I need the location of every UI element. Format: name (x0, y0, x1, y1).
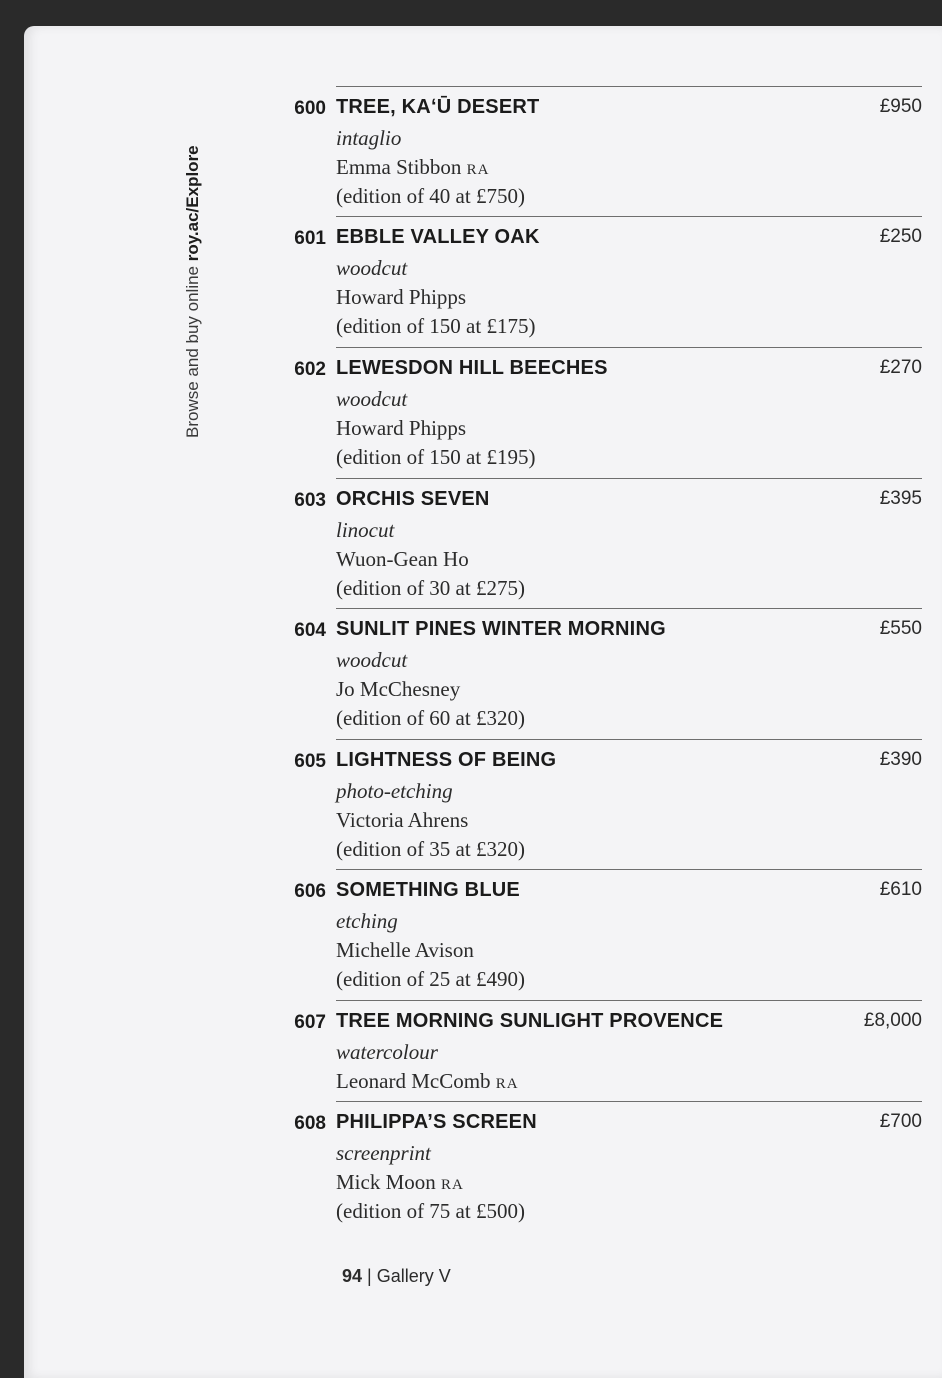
entry-price: £950 (879, 96, 922, 117)
entry-artist (336, 1069, 519, 1094)
entry-price: £395 (879, 488, 922, 509)
entry-divider (336, 216, 922, 217)
ra-suffix: RA (495, 1076, 519, 1092)
entry-title: TREE, KAʻŪ DESERT (336, 96, 540, 118)
artist-name: Leonard McComb (336, 1069, 491, 1093)
entry-number: 602 (294, 359, 326, 380)
entry-artist (336, 416, 466, 441)
entry-medium: watercolour (336, 1040, 438, 1064)
entry-number: 607 (294, 1012, 326, 1033)
entry-title: LEWESDON HILL BEECHES (336, 357, 608, 379)
entry-divider (336, 478, 922, 479)
entry-price: £700 (879, 1111, 922, 1132)
entry-edition: (edition of 75 at £500) (336, 1199, 525, 1223)
artist-name: Howard Phipps (336, 416, 467, 440)
entry-edition: (edition of 35 at £320) (336, 837, 525, 861)
entry-artist (336, 1170, 464, 1195)
entry-edition: (edition of 25 at £490) (336, 967, 525, 991)
entry-title: EBBLE VALLEY OAK (336, 226, 540, 248)
browse-online-note (183, 145, 203, 438)
entry-medium: linocut (336, 518, 395, 542)
artist-name: Michelle Avison (336, 938, 474, 962)
entry-artist (336, 677, 460, 702)
entry-divider (336, 347, 922, 348)
entry-artist (336, 938, 474, 963)
entry-edition: (edition of 150 at £175) (336, 314, 536, 338)
section-name: Gallery V (376, 1266, 451, 1286)
entry-divider (336, 1101, 922, 1102)
entry-divider (336, 739, 922, 740)
entry-medium: photo-etching (336, 779, 453, 803)
entry-edition: (edition of 150 at £195) (336, 445, 536, 469)
artist-name: Emma Stibbon (336, 155, 462, 179)
entry-title: PHILIPPA’S SCREEN (336, 1111, 537, 1133)
entry-artist (336, 808, 468, 833)
entry-medium: woodcut (336, 648, 408, 672)
footer-separator: | (362, 1266, 377, 1286)
entry-price: £270 (879, 357, 922, 378)
entry-medium: woodcut (336, 387, 408, 411)
entry-title: LIGHTNESS OF BEING (336, 749, 557, 771)
entry-price: £390 (879, 749, 922, 770)
entry-artist (336, 547, 469, 572)
entry-number: 606 (294, 881, 326, 902)
entry-price: £8,000 (863, 1010, 922, 1031)
browse-prefix: Browse and buy online (183, 261, 202, 438)
entry-number: 604 (294, 620, 326, 641)
entry-title: TREE MORNING SUNLIGHT PROVENCE (336, 1010, 724, 1032)
ra-suffix: RA (441, 1177, 464, 1193)
artist-name: Howard Phipps (336, 285, 467, 309)
entry-price: £610 (879, 879, 922, 900)
page-footer (342, 1266, 451, 1287)
artist-name: Victoria Ahrens (336, 808, 469, 832)
entry-divider (336, 86, 922, 87)
artist-name: Jo McChesney (336, 677, 461, 701)
entry-number: 608 (294, 1113, 326, 1134)
artist-name: Mick Moon (336, 1170, 436, 1194)
entry-title: SUNLIT PINES WINTER MORNING (336, 618, 666, 640)
entry-number: 601 (294, 228, 326, 249)
entry-divider (336, 1000, 922, 1001)
entry-artist (336, 285, 466, 310)
entry-medium: etching (336, 909, 398, 933)
entry-edition: (edition of 30 at £275) (336, 576, 525, 600)
entry-edition: (edition of 60 at £320) (336, 706, 525, 730)
explore-link[interactable]: roy.ac/Explore (183, 145, 202, 262)
entry-artist (336, 155, 490, 180)
page-number: 94 (342, 1266, 363, 1286)
entry-medium: intaglio (336, 126, 402, 150)
entry-price: £550 (879, 618, 922, 639)
ra-suffix: RA (466, 162, 490, 178)
entry-number: 603 (294, 490, 326, 511)
entry-number: 605 (294, 751, 326, 772)
artist-name: Wuon-Gean Ho (336, 547, 469, 571)
entry-price: £250 (879, 226, 922, 247)
entry-number: 600 (294, 98, 326, 119)
entry-divider (336, 869, 922, 870)
entry-divider (336, 608, 922, 609)
entry-medium: woodcut (336, 256, 408, 280)
entry-medium: screenprint (336, 1141, 431, 1165)
entry-edition: (edition of 40 at £750) (336, 184, 525, 208)
entry-title: ORCHIS SEVEN (336, 488, 490, 510)
entry-title: SOMETHING BLUE (336, 879, 520, 901)
